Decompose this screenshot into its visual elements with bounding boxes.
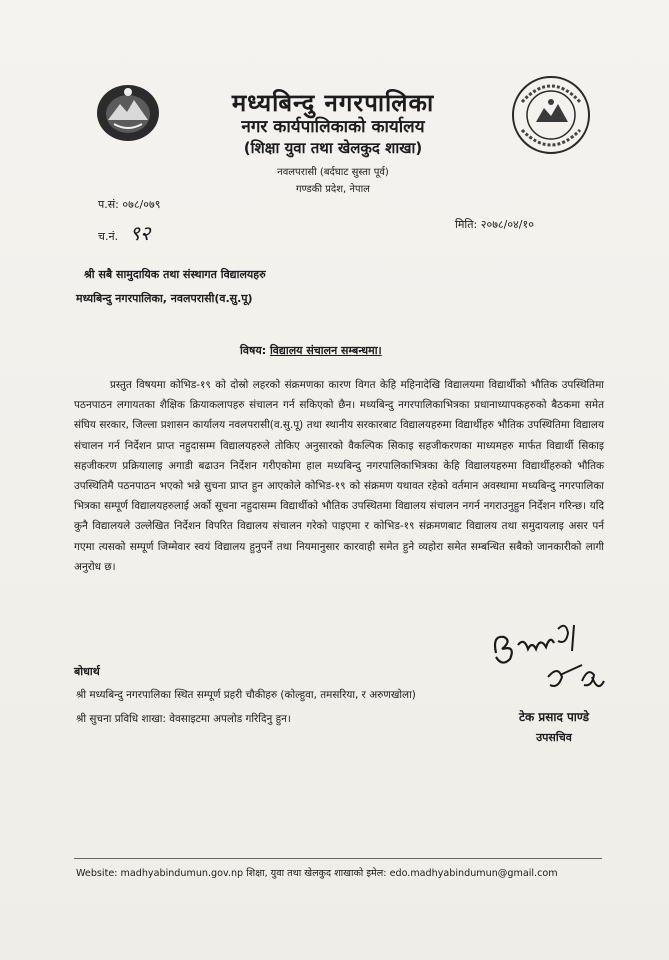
signatory-designation: उपसचिव bbox=[536, 731, 572, 744]
subject-text: विद्यालय संचालन सम्बन्धमा। bbox=[269, 344, 382, 357]
body-paragraph: प्रस्तुत विषयमा कोभिड-१९ को दोस्रो लहरको संक्रमणका कारण विगत केहि महिनादेखि विद्यालयमा विद्यार्थीको भौतिक उपस्थितिमा पठनपाठन लगायतका शैक्षिक क्रियाकलापहरु संचालन गर्न सकिएको छैन। मध्यबिन्दु नगरपालिकाभित्रका प्रधानाध्यापकहरुको बैठकमा समेत संघिय सरकार, जिल्ला प्रशासन कार्यालय नवलपरासी(व.सु.पू) तथा स्थानीय सरकारबाट विद्यालयहरुमा विद्यार्थीहरु भौतिक उपस्थितिमा विद्यालय संचालन गर्न निर्देशन प्राप्त नहुदासम्म विद्यालयहरुले तोकिए अनुसारको वैकल्पिक सिकाइ सहजीकरणका माध्यमहरु मार्फत विद्यार्थी सिकाइ सहजीकरण प्रक्रियालाइ अगाडी बढाउन निर्देशन गरीएकोमा हाल मध्यबिन्दु नगरपालिकाभित्रका केहि विद्यालयहरुमा विद्यार्थीहरुको भौतिक उपस्थितिमै पठनपाठन भएको भन्ने सुचना प्राप्त हुन आएकोले कोभिड-१९ को संक्रमण यथावत रहेको वर्तमान अवस्थामा मध्यबिन्दु नगरपालिका भित्रका सम्पूर्ण विद्यालयहरुलाई अर्को सूचना नहुदासम्म विद्यार्थीको भौतिक उपस्थितमा विद्यालय संचालन नगर्न नगराउनुहुन निर्देशन गरिन्छ। यदि कुनै विद्यालयले उल्लेखित निर्देशन विपरित विद्यालय संचालन गरेको पाइएमा र कोभिड-१९ संक्रमणबाट विद्यालय तथा समुदायलाइ असर पर्न गएमा त्यसको सम्पूर्ण जिम्मेवार स्वयं विद्यालय हुनुपर्ने तथा नियमानुसार कारवाही समेत हुने व्यहोरा समेत सम्बन्धित सबैको जानकारीको लागी अनुरोध छ। bbox=[74, 379, 604, 573]
handwritten-signature bbox=[488, 615, 608, 705]
letter-body bbox=[74, 375, 604, 577]
footer-divider bbox=[74, 858, 602, 859]
bodhartha-label: बोधार्थ bbox=[74, 665, 100, 678]
nepal-emblem-icon bbox=[94, 80, 162, 144]
letterhead-office: नगर कार्यपालिकाको कार्यालय bbox=[241, 117, 425, 137]
letter-date: मिति: २०७८/०४/१० bbox=[455, 218, 534, 231]
subject-label: विषय: bbox=[240, 344, 267, 357]
bodhartha-line2: श्री सुचना प्रविधि शाखा: वेवसाइटमा अपलोड गरिदिनु हुन। bbox=[76, 713, 291, 725]
letterhead-title: मध्यबिन्दु नगरपालिका bbox=[231, 89, 435, 117]
municipality-seal-icon bbox=[508, 72, 594, 158]
letterhead-section: (शिक्षा युवा तथा खेलकुद शाखा) bbox=[243, 139, 423, 157]
subject-line bbox=[240, 343, 382, 358]
signatory-name: टेक प्रसाद पाण्डे bbox=[518, 710, 590, 724]
letterhead-address-line2: गण्डकी प्रदेश, नेपाल bbox=[296, 184, 370, 195]
chalani-number: ९२ bbox=[129, 221, 151, 245]
recipient-line1: श्री सबै सामुदायिक तथा संस्थागत विद्यालयहरु bbox=[84, 268, 266, 281]
chalani-number-row bbox=[98, 219, 150, 246]
patra-sankhya: प.सं: ०७८/०७९ bbox=[98, 198, 161, 211]
footer-contact: Website: madhyabindumun.gov.np शिक्षा, युवा तथा खेलकुद शाखाको इमेल: edo.madhyabindumun@gmail.com bbox=[76, 868, 558, 879]
bodhartha-line1: श्री मध्यबिन्दु नगरपालिका स्थित सम्पूर्ण प्रहरी चौकीहरु (कोल्हुवा, तमसरिया, र अरुणखोला) bbox=[76, 689, 416, 701]
recipient-line2: मध्यबिन्दु नगरपालिका, नवलपरासी(व.सु.पू) bbox=[76, 292, 253, 305]
chalani-label: च.नं. bbox=[98, 230, 119, 243]
letterhead-address-line1: नवलपरासी (बर्दघाट सुस्ता पूर्व) bbox=[277, 167, 389, 178]
